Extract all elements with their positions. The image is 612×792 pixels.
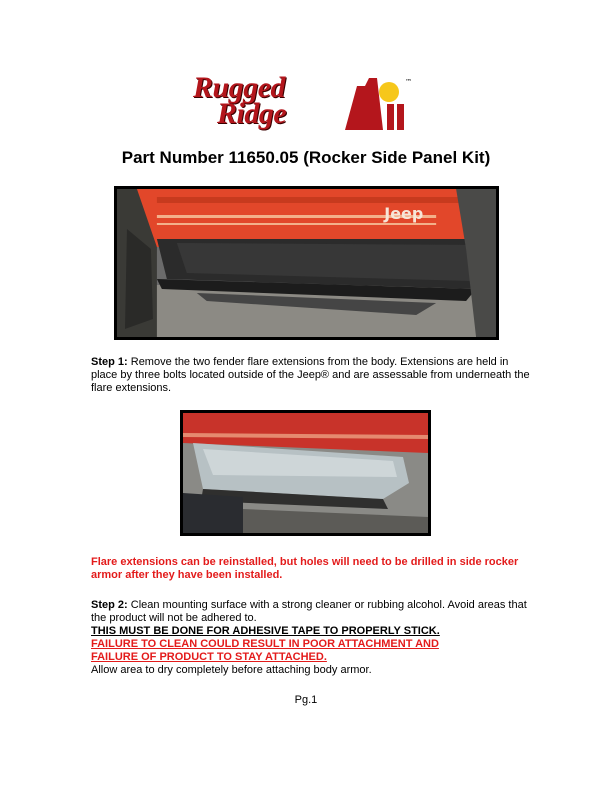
step-2-paragraph (91, 599, 531, 677)
failure-warning-line2: FAILURE OF PRODUCT TO STAY ATTACHED. (91, 651, 327, 663)
logo-text-line1: Rugged (193, 71, 286, 104)
step-1-paragraph (91, 356, 531, 395)
jeep-rocker-panel-photo (114, 186, 499, 340)
logo-mountain-sun-icon (343, 76, 413, 132)
step-1-text: Remove the two fender flare extensions from the body. Extensions are held in place by three bolts located outside of the Jeep® and are assessable from underneath the flare extensions. (91, 356, 530, 394)
rugged-ridge-logo (193, 71, 423, 134)
jeep-badge: Jeep (384, 203, 424, 224)
adhesive-warning: THIS MUST BE DONE FOR ADHESIVE TAPE TO PROPERLY STICK. (91, 625, 440, 637)
trademark-symbol: ™ (405, 78, 412, 86)
fender-flare-photo (180, 410, 431, 536)
reinstall-note: Flare extensions can be reinstalled, but holes will need to be drilled in side rocker armor after they have been installed. (91, 556, 519, 581)
dry-instruction: Allow area to dry completely before attaching body armor. (91, 664, 372, 676)
page-number: Pg.1 (294, 694, 318, 706)
step-1-label: Step 1: (91, 356, 128, 368)
step-2-label: Step 2: (91, 599, 128, 611)
logo-text-line2: Ridge (217, 97, 287, 130)
page-title: Part Number 11650.05 (Rocker Side Panel Kit) (121, 148, 491, 167)
failure-warning-line1: FAILURE TO CLEAN COULD RESULT IN POOR ATTACHMENT AND (91, 638, 439, 650)
step-2-text: Clean mounting surface with a strong cleaner or rubbing alcohol. Avoid areas that the product will not be adhered to. (91, 599, 527, 624)
